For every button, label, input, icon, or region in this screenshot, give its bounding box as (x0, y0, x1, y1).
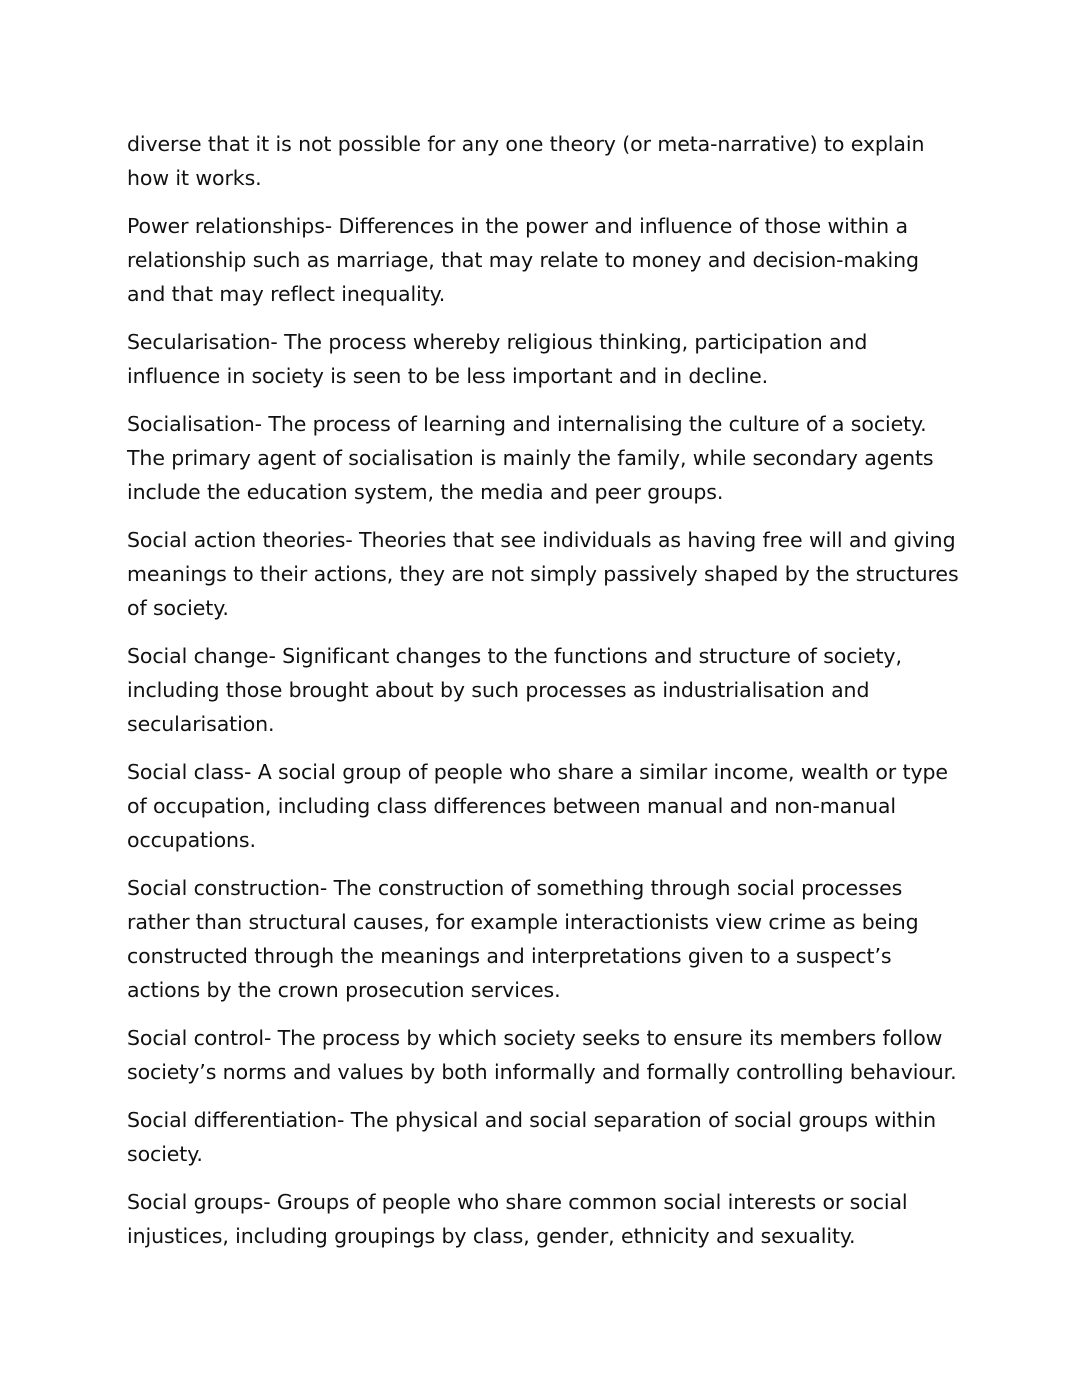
document-body (127, 127, 962, 1267)
definition-social-control: Social control- The process by which society seeks to ensure its members follow society’s norms and values by both informally and formally controlling behaviour. (127, 1026, 957, 1084)
definition-social-action-theories: Social action theories- Theories that see individuals as having free will and giving meanings to their actions, they are not simply passively shaped by the structures of society. (127, 528, 959, 620)
definition-power-relationships: Power relationships- Differences in the power and influence of those within a relationship such as marriage, that may relate to money and decision-making and that may reflect inequality. (127, 214, 919, 306)
paragraph-continuation: diverse that it is not possible for any one theory (or meta-narrative) to explain how it works. (127, 132, 925, 190)
definition-social-differentiation: Social differentiation- The physical and social separation of social groups within society. (127, 1108, 936, 1166)
definition-social-change: Social change- Significant changes to the functions and structure of society, including those brought about by such processes as industrialisation and secularisation. (127, 644, 902, 736)
definition-secularisation: Secularisation- The process whereby religious thinking, participation and influence in society is seen to be less important and in decline. (127, 330, 868, 388)
definition-socialisation: Socialisation- The process of learning and internalising the culture of a society. The primary agent of socialisation is mainly the family, while secondary agents include the education system, the media and peer groups. (127, 412, 934, 504)
definition-social-construction: Social construction- The construction of something through social processes rather than structural causes, for example interactionists view crime as being constructed through the meanings and interpretations given to a suspect’s actions by the crown prosecution services. (127, 876, 919, 1002)
definition-social-class: Social class- A social group of people who share a similar income, wealth or type of occupation, including class differences between manual and non-manual occupations. (127, 760, 948, 852)
definition-social-groups: Social groups- Groups of people who share common social interests or social injustices, including groupings by class, gender, ethnicity and sexuality. (127, 1190, 908, 1248)
